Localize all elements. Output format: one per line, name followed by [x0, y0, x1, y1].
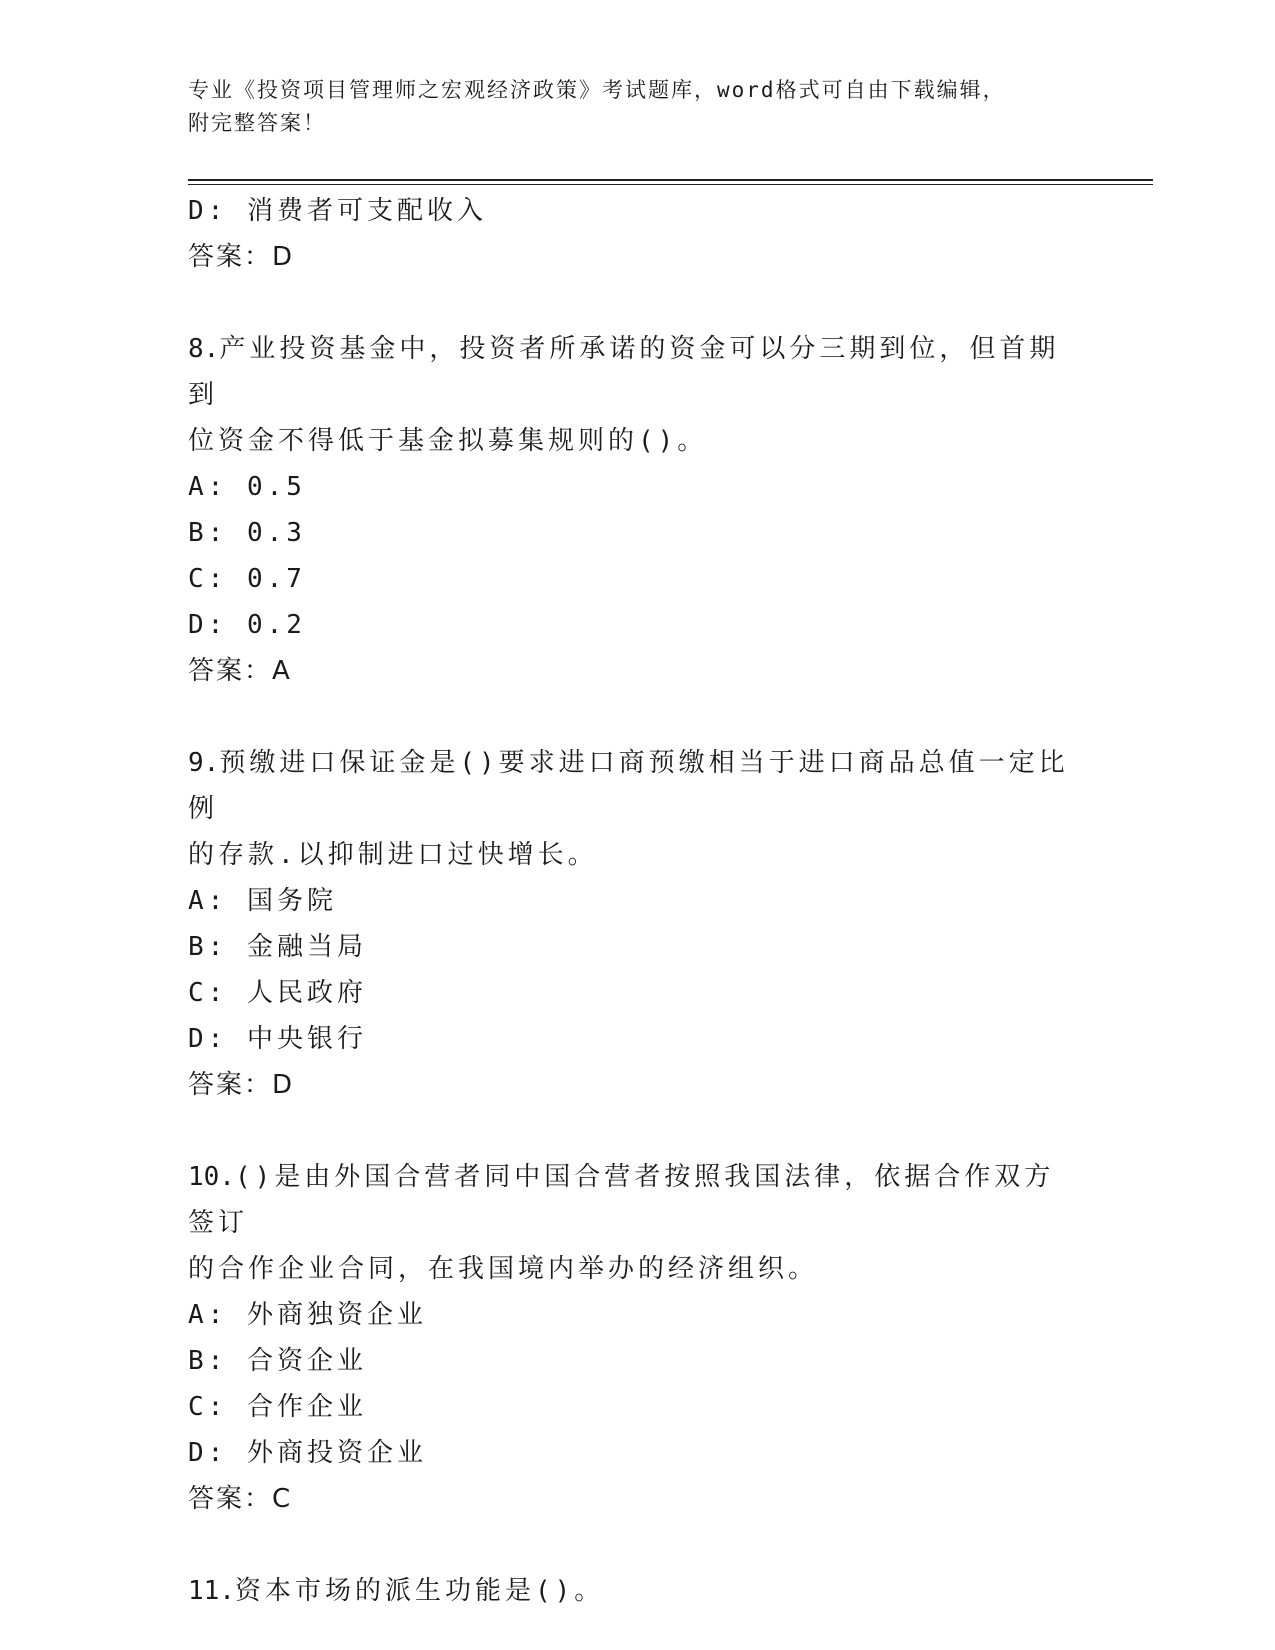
question-number: 9.	[188, 748, 220, 778]
question-9	[188, 740, 1148, 1108]
question-text-line-1: 资本市场的派生功能是()。	[234, 1576, 605, 1606]
option-c: C: 人民政府	[188, 978, 367, 1008]
answer-line: 答案：D	[188, 1070, 295, 1100]
question-text-line-2: 的合作企业合同，在我国境内举办的经济组织。	[188, 1254, 819, 1284]
spacer	[188, 694, 1148, 740]
question-text-line-1: 预缴进口保证金是()要求进口商预缴相当于进口商品总值一定比例	[188, 748, 1069, 824]
answer-line: 答案：A	[188, 656, 292, 686]
option-d: D: 外商投资企业	[188, 1438, 427, 1468]
option-b: B: 金融当局	[188, 932, 367, 962]
header-line-1: 专业《投资项目管理师之宏观经济政策》考试题库，word格式可自由下载编辑，	[188, 78, 1006, 102]
document-header	[188, 74, 1088, 140]
option-d: D: 中央银行	[188, 1024, 367, 1054]
question-8	[188, 326, 1148, 694]
header-divider-thin	[188, 184, 1153, 185]
answer-line: 答案：D	[188, 242, 295, 272]
question-text	[188, 326, 1078, 464]
header-divider-thick	[188, 179, 1153, 181]
option-d: D: 消费者可支配收入	[188, 196, 487, 226]
question-text-line-2: 的存款.以抑制进口过快增长。	[188, 840, 598, 870]
header-line-2: 附完整答案！	[188, 111, 326, 135]
answer-line: 答案：C	[188, 1484, 293, 1514]
question-11	[188, 1568, 1148, 1614]
question-number: 10.	[188, 1162, 235, 1192]
spacer	[188, 280, 1148, 326]
spacer	[188, 1522, 1148, 1568]
option-c: C: 0.7	[188, 564, 306, 594]
question-10	[188, 1154, 1148, 1522]
question-text	[188, 740, 1078, 878]
question-text-line-1: ()是由外国合营者同中国合营者按照我国法律，依据合作双方签订	[188, 1162, 1055, 1238]
question-text-line-2: 位资金不得低于基金拟募集规则的()。	[188, 426, 708, 456]
question-text-line-1: 产业投资基金中，投资者所承诺的资金可以分三期到位，但首期到	[188, 334, 1060, 410]
question-text	[188, 1154, 1078, 1292]
spacer	[188, 1108, 1148, 1154]
option-b: B: 0.3	[188, 518, 306, 548]
option-a: A: 外商独资企业	[188, 1300, 427, 1330]
option-a: A: 0.5	[188, 472, 306, 502]
question-number: 11.	[188, 1576, 235, 1606]
option-a: A: 国务院	[188, 886, 337, 916]
question-7-tail	[188, 188, 1148, 280]
option-c: C: 合作企业	[188, 1392, 367, 1422]
option-d: D: 0.2	[188, 610, 306, 640]
question-number: 8.	[188, 334, 220, 364]
question-list	[188, 188, 1148, 1614]
option-b: B: 合资企业	[188, 1346, 367, 1376]
question-text	[188, 1568, 1078, 1614]
